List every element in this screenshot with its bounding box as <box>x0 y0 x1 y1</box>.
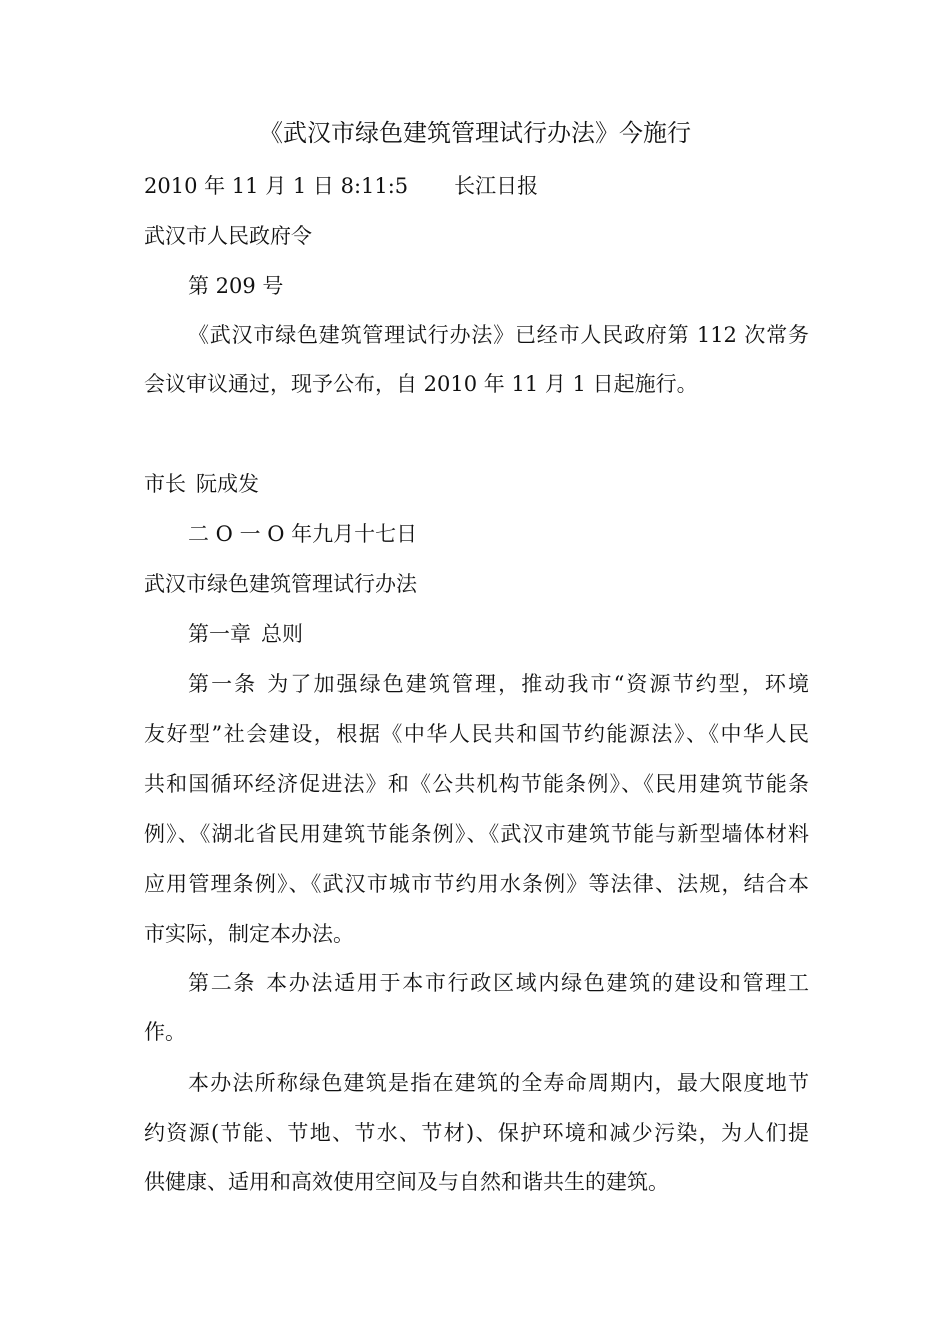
signature <box>144 469 809 499</box>
announcement-line: 《武汉市绿色建筑管理试行办法》已经市人民政府第 112 次常务 <box>188 323 809 347</box>
chapter-number: 第一章 <box>188 622 251 646</box>
signature-name: 阮成发 <box>196 472 259 496</box>
chapter-name: 总则 <box>261 622 303 646</box>
regulation-title: 武汉市绿色建筑管理试行办法 <box>144 572 417 596</box>
article-1-line: 友好型”社会建设，根据《中华人民共和国节约能源法》、《中华人民 <box>144 722 809 746</box>
publication-source: 长江日报 <box>454 174 539 198</box>
article-1-line: 例》、《湖北省民用建筑节能条例》、《武汉市建筑节能与新型墙体材料 <box>144 822 809 846</box>
article-1-line: 市实际，制定本办法。 <box>144 922 354 946</box>
article-1-line: 应用管理条例》、《武汉市城市节约用水条例》等法律、法规，结合本 <box>144 872 809 896</box>
sign-date: 二 O 一 O 年九月十七日 <box>188 522 418 546</box>
article-2-line <box>188 968 809 998</box>
issuer: 武汉市人民政府令 <box>144 224 312 248</box>
announcement-line: 会议审议通过，现予公布，自 2010 年 11 月 1 日起施行。 <box>144 372 698 396</box>
article-2-text: 本办法适用于本市行政区域内绿色建筑的建设和管理工 <box>266 971 809 995</box>
article-1-line: 共和国循环经济促进法》和《公共机构节能条例》、《民用建筑节能条 <box>144 772 809 796</box>
article-2-line: 作。 <box>144 1020 186 1044</box>
publish-datetime: 2010 年 11 月 1 日 8:11:5 <box>144 174 409 198</box>
article-1-label: 第一条 <box>188 672 258 696</box>
article-1-text: 为了加强绿色建筑管理，推动我市“资源节约型，环境 <box>267 672 810 696</box>
article-2-label: 第二条 <box>188 971 257 995</box>
dateline <box>144 171 809 201</box>
article-1-line <box>188 669 809 699</box>
definition-line: 本办法所称绿色建筑是指在建筑的全寿命周期内，最大限度地节 <box>188 1071 809 1095</box>
order-number: 第 209 号 <box>188 274 284 298</box>
chapter-heading <box>188 619 809 649</box>
document-title: 《武汉市绿色建筑管理试行办法》今施行 <box>259 119 691 147</box>
signature-role: 市长 <box>144 472 186 496</box>
definition-line: 供健康、适用和高效使用空间及与自然和谐共生的建筑。 <box>144 1170 669 1194</box>
definition-line: 约资源(节能、节地、节水、节材)、保护环境和减少污染，为人们提 <box>144 1121 809 1145</box>
